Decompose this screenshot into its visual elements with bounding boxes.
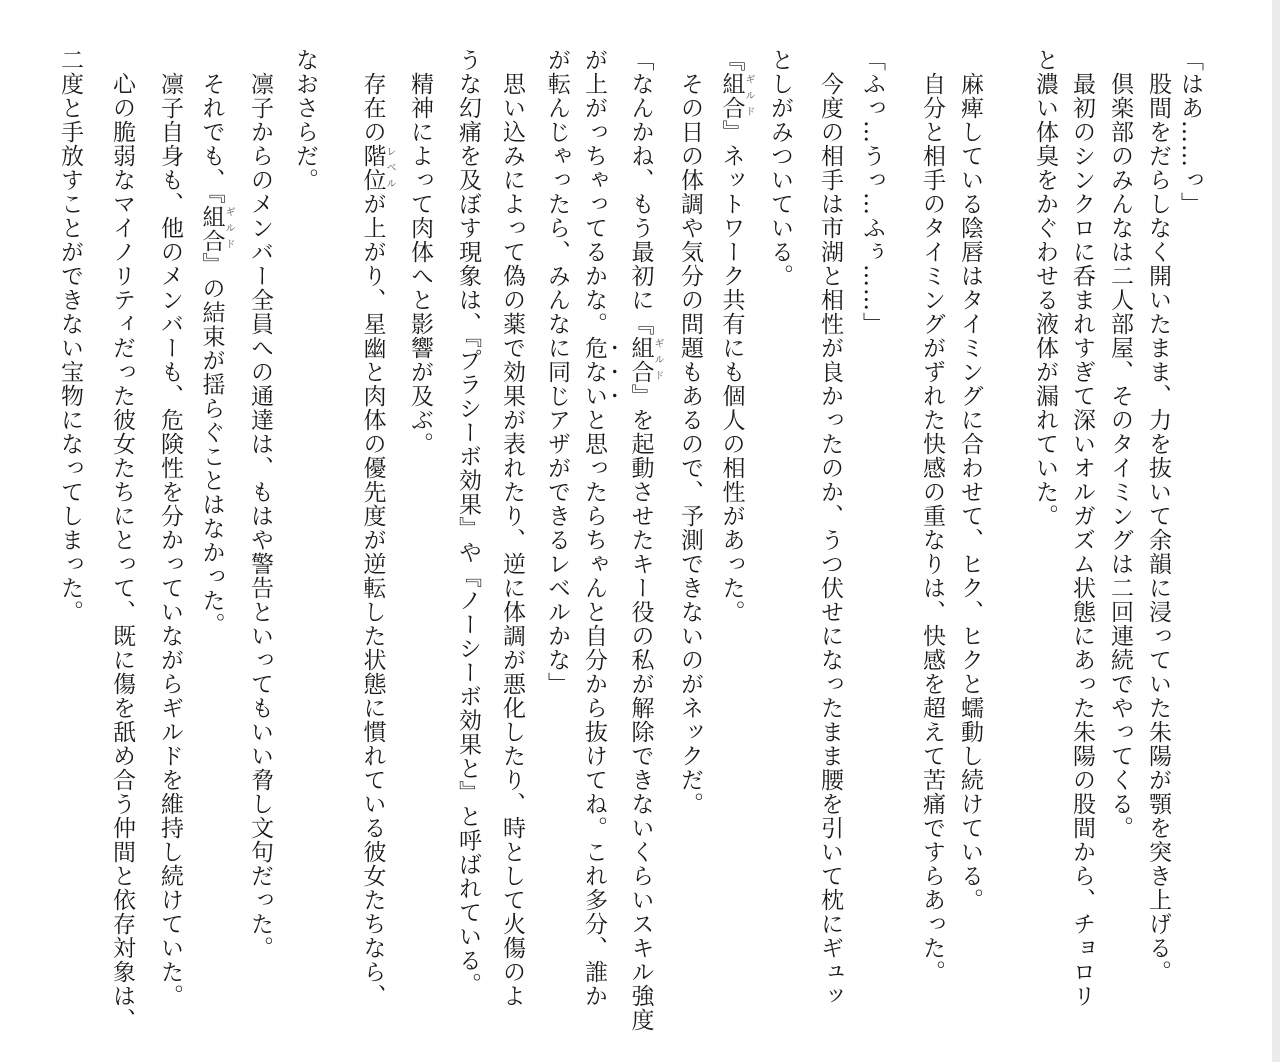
ruby-term: [198, 204, 234, 253]
text-segment: 『: [718, 48, 745, 72]
text-segment: 』を起動させたキー役の私が解除できないくらいスキル強度: [627, 384, 654, 1032]
text-line: [1105, 48, 1135, 840]
ruby-term: [627, 336, 663, 384]
text-line: [245, 48, 275, 960]
text-segment: 二度と手放すことができない宝物になってしまった。: [57, 48, 83, 624]
text-line: [1030, 48, 1060, 528]
ruby-reading: ギルド: [743, 72, 754, 120]
text-line: [542, 48, 572, 696]
text-segment: 存在の: [359, 48, 386, 144]
text-segment: 凛子からのメンバー全員への通達は、もはや警告といってもいい脅し文句だった。: [247, 48, 273, 960]
text-line: [1175, 48, 1205, 216]
ruby-term: [718, 72, 754, 120]
text-segment: 「はあ……っ」: [1177, 48, 1203, 216]
text-segment: なおさらだ。: [292, 48, 318, 192]
text-segment: が上がっちゃってるかな。: [581, 48, 607, 336]
text-line: [857, 48, 887, 336]
text-segment: 倶楽部のみんなは二人部屋、そのタイミングは二回連続でやってくる。: [1107, 48, 1133, 840]
text-line: [626, 48, 663, 1032]
text-segment: 精神によって肉体へと影響が及ぶ。: [407, 48, 433, 456]
text-segment: 「なんかね、もう最初に『: [627, 48, 654, 336]
ruby-base: 組合: [627, 336, 654, 384]
text-segment: と濃い体臭をかぐわせる液体が漏れていた。: [1032, 48, 1058, 528]
text-segment: 今度の相手は市湖と相性が良かったのか、うつ伏せになったまま腰を引いて枕にギュッ: [817, 48, 843, 1008]
text-segment: としがみついている。: [767, 48, 793, 288]
text-segment: 股間をだらしなく開いたまま、力を抜いて余韻に浸っていた朱陽が顎を突き上げる。: [1145, 48, 1171, 984]
text-line: [1143, 48, 1173, 984]
text-line: [717, 48, 754, 624]
text-line: [197, 48, 234, 637]
ruby-base: 組合: [198, 204, 225, 253]
ruby-reading: レベル: [384, 144, 395, 192]
text-segment: が上がり、星幽と肉体の優先度が逆転した状態に慣れている彼女たちなら、: [359, 192, 386, 1008]
text-segment: と思ったらちゃんと自分から抜けてね。これ多分、誰か: [581, 408, 607, 1008]
page-edge-scrollbar[interactable]: [1272, 0, 1280, 1062]
ruby-base: 階位: [359, 144, 386, 192]
text-line: [955, 48, 985, 912]
emphasized-text: 危ない: [581, 336, 607, 408]
ruby-term: [359, 144, 395, 192]
ruby-reading: ギルド: [652, 336, 663, 384]
ruby-reading: ギルド: [223, 204, 234, 253]
text-line: [765, 48, 795, 288]
ruby-base: 組合: [718, 72, 745, 120]
text-segment: うな幻痛を及ぼす現象は、『プラシーボ効果』や『ノーシーボ効果と』と呼ばれている。: [455, 48, 481, 997]
text-line: [453, 48, 483, 997]
text-segment: 麻痺している陰唇はタイミングに合わせて、ヒク、ヒクと蠕動し続けている。: [957, 48, 983, 912]
text-line: [579, 48, 621, 1008]
text-line: [815, 48, 845, 1008]
text-segment: 「ふっ…うっ…ふぅ……」: [859, 48, 885, 336]
text-segment: が転んじゃったら、みんなに同じアザができるレベルかな」: [544, 48, 570, 696]
text-line: [917, 48, 947, 984]
text-segment: 』の結束が揺らぐことはなかった。: [198, 252, 225, 637]
text-line: [497, 48, 527, 1008]
text-line: [290, 48, 320, 192]
text-line: [1067, 48, 1097, 1008]
text-segment: 心の脆弱なマイノリティだった彼女たちにとって、既に傷を舐め合う仲間と依存対象は、: [109, 48, 135, 1032]
text-line: [675, 48, 705, 816]
text-line: [405, 48, 435, 456]
text-line: [358, 48, 395, 1008]
text-segment: 自分と相手のタイミングがずれた快感の重なりは、快感を超えて苦痛ですらあった。: [919, 48, 945, 984]
text-line: [107, 48, 137, 1032]
text-segment: 』ネットワーク共有にも個人の相性があった。: [718, 120, 745, 624]
text-line: [55, 48, 85, 624]
text-segment: それでも、『: [198, 48, 225, 205]
text-segment: 思い込みによって偽の薬で効果が表れたり、逆に体調が悪化したり、時として火傷のよ: [499, 48, 525, 1008]
text-line: [155, 48, 185, 1008]
text-segment: 凛子自身も、他のメンバーも、危険性を分かっていながらギルドを維持し続けていた。: [157, 48, 183, 1008]
text-segment: その日の体調や気分の問題もあるので、予測できないのがネックだ。: [677, 48, 703, 816]
text-segment: 最初のシンクロに呑まれすぎて深いオルガズム状態にあった朱陽の股間から、チョロリ: [1069, 48, 1095, 1008]
